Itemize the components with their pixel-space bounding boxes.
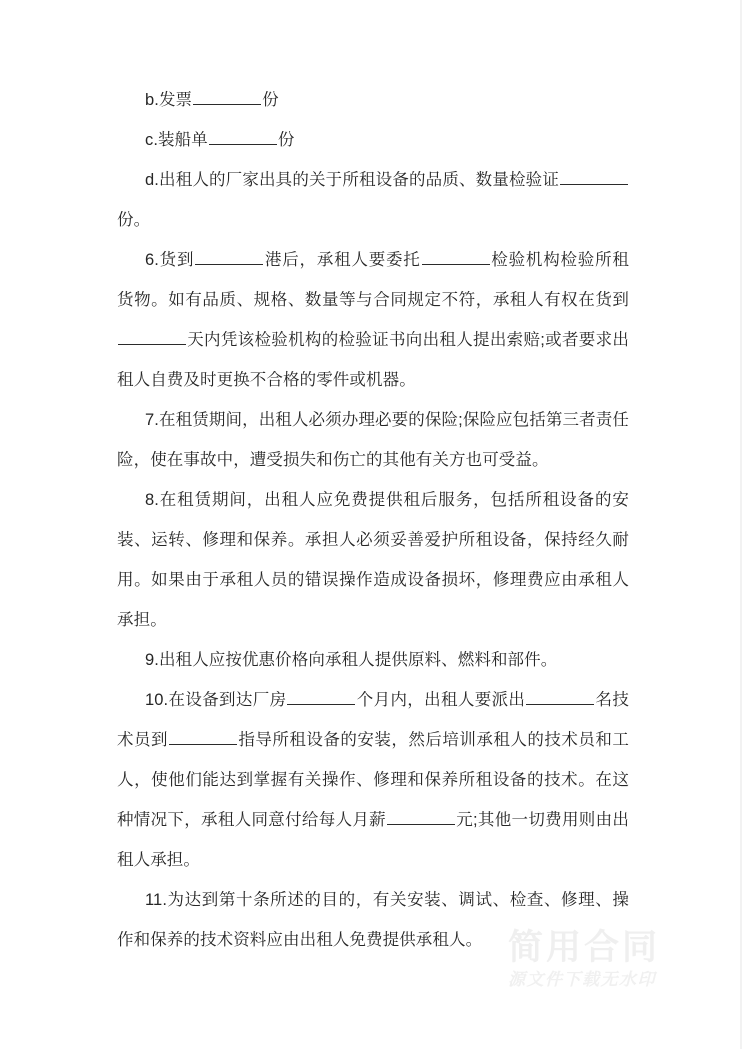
fill-in-blank[interactable] [387,808,455,825]
paragraph-text: 8.在租赁期间，出租人应免费提供租后服务，包括所租设备的安装、运转、修理和保养。承担人必须妥善爱护所租设备，保持经久耐用。如果由于承租人员的错误操作造成设备损坏，修理费应由承租人承担。 [117,491,629,629]
document-body [117,80,629,960]
paragraph-text: d.出租人的厂家出具的关于所租设备的品质、数量检验证 [145,171,559,189]
paragraph-text: 份 [277,131,295,149]
fill-in-blank[interactable] [287,688,355,705]
fill-in-blank[interactable] [195,248,263,265]
paragraph-text: 10.在设备到达厂房 [145,691,287,709]
clause-9 [117,640,629,680]
paragraph-text: b.发票 [145,91,193,109]
watermark-title: 简用合同 [508,928,661,968]
item-d-inspection-certificate [117,160,629,240]
paragraph-text: 9.出租人应按优惠价格向承租人提供原料、燃料和部件。 [145,651,558,669]
clause-11 [117,880,629,960]
watermark-subtitle: 源文件下载无水印 [508,970,656,990]
paragraph-text: 名技术员到 [117,691,630,749]
clause-8 [117,480,629,640]
fill-in-blank[interactable] [560,168,628,185]
clause-10 [117,680,629,880]
paragraph-text: c.装船单 [145,131,208,149]
paragraph-text: 检验机构检验所租货物。如有品质、规格、数量等与合同规定不符，承租人有权在货到 [117,251,629,309]
paragraph-text: 天内凭该检验机构的检验证书向出租人提出索赔;或者要求出租人自费及时更换不合格的零件或机器。 [117,331,629,389]
item-b-invoice [117,80,629,120]
paragraph-text: 元;其他一切费用则由出租人承担。 [117,811,629,869]
fill-in-blank[interactable] [169,728,237,745]
paragraph-text: 6.货到 [145,251,195,269]
paragraph-text: 份 [262,91,279,109]
paragraph-text: 个月内，出租人要派出 [356,691,526,709]
paragraph-text: 份。 [117,211,151,229]
paragraph-text: 11.为达到第十条所述的目的，有关安装、调试、检查、修理、操作和保养的技术资料应由出租人免费提供承租人。 [117,891,629,949]
fill-in-blank[interactable] [526,688,594,705]
item-c-shipping-list [117,120,629,160]
fill-in-blank[interactable] [209,128,277,145]
clause-6 [117,240,629,400]
paragraph-text: 指导所租设备的安装，然后培训承租人的技术员和工人，使他们能达到掌握有关操作、修理和保养所租设备的技术。在这种情况下，承租人同意付给每人月薪 [117,731,629,829]
fill-in-blank[interactable] [193,88,261,105]
clause-7 [117,400,629,480]
fill-in-blank[interactable] [422,248,490,265]
fill-in-blank[interactable] [118,328,186,345]
paragraph-text: 港后，承租人要委托 [264,251,421,269]
paragraph-text: 7.在租赁期间，出租人必须办理必要的保险;保险应包括第三者责任险，使在事故中，遭受损失和伤亡的其他有关方也可受益。 [117,411,629,469]
